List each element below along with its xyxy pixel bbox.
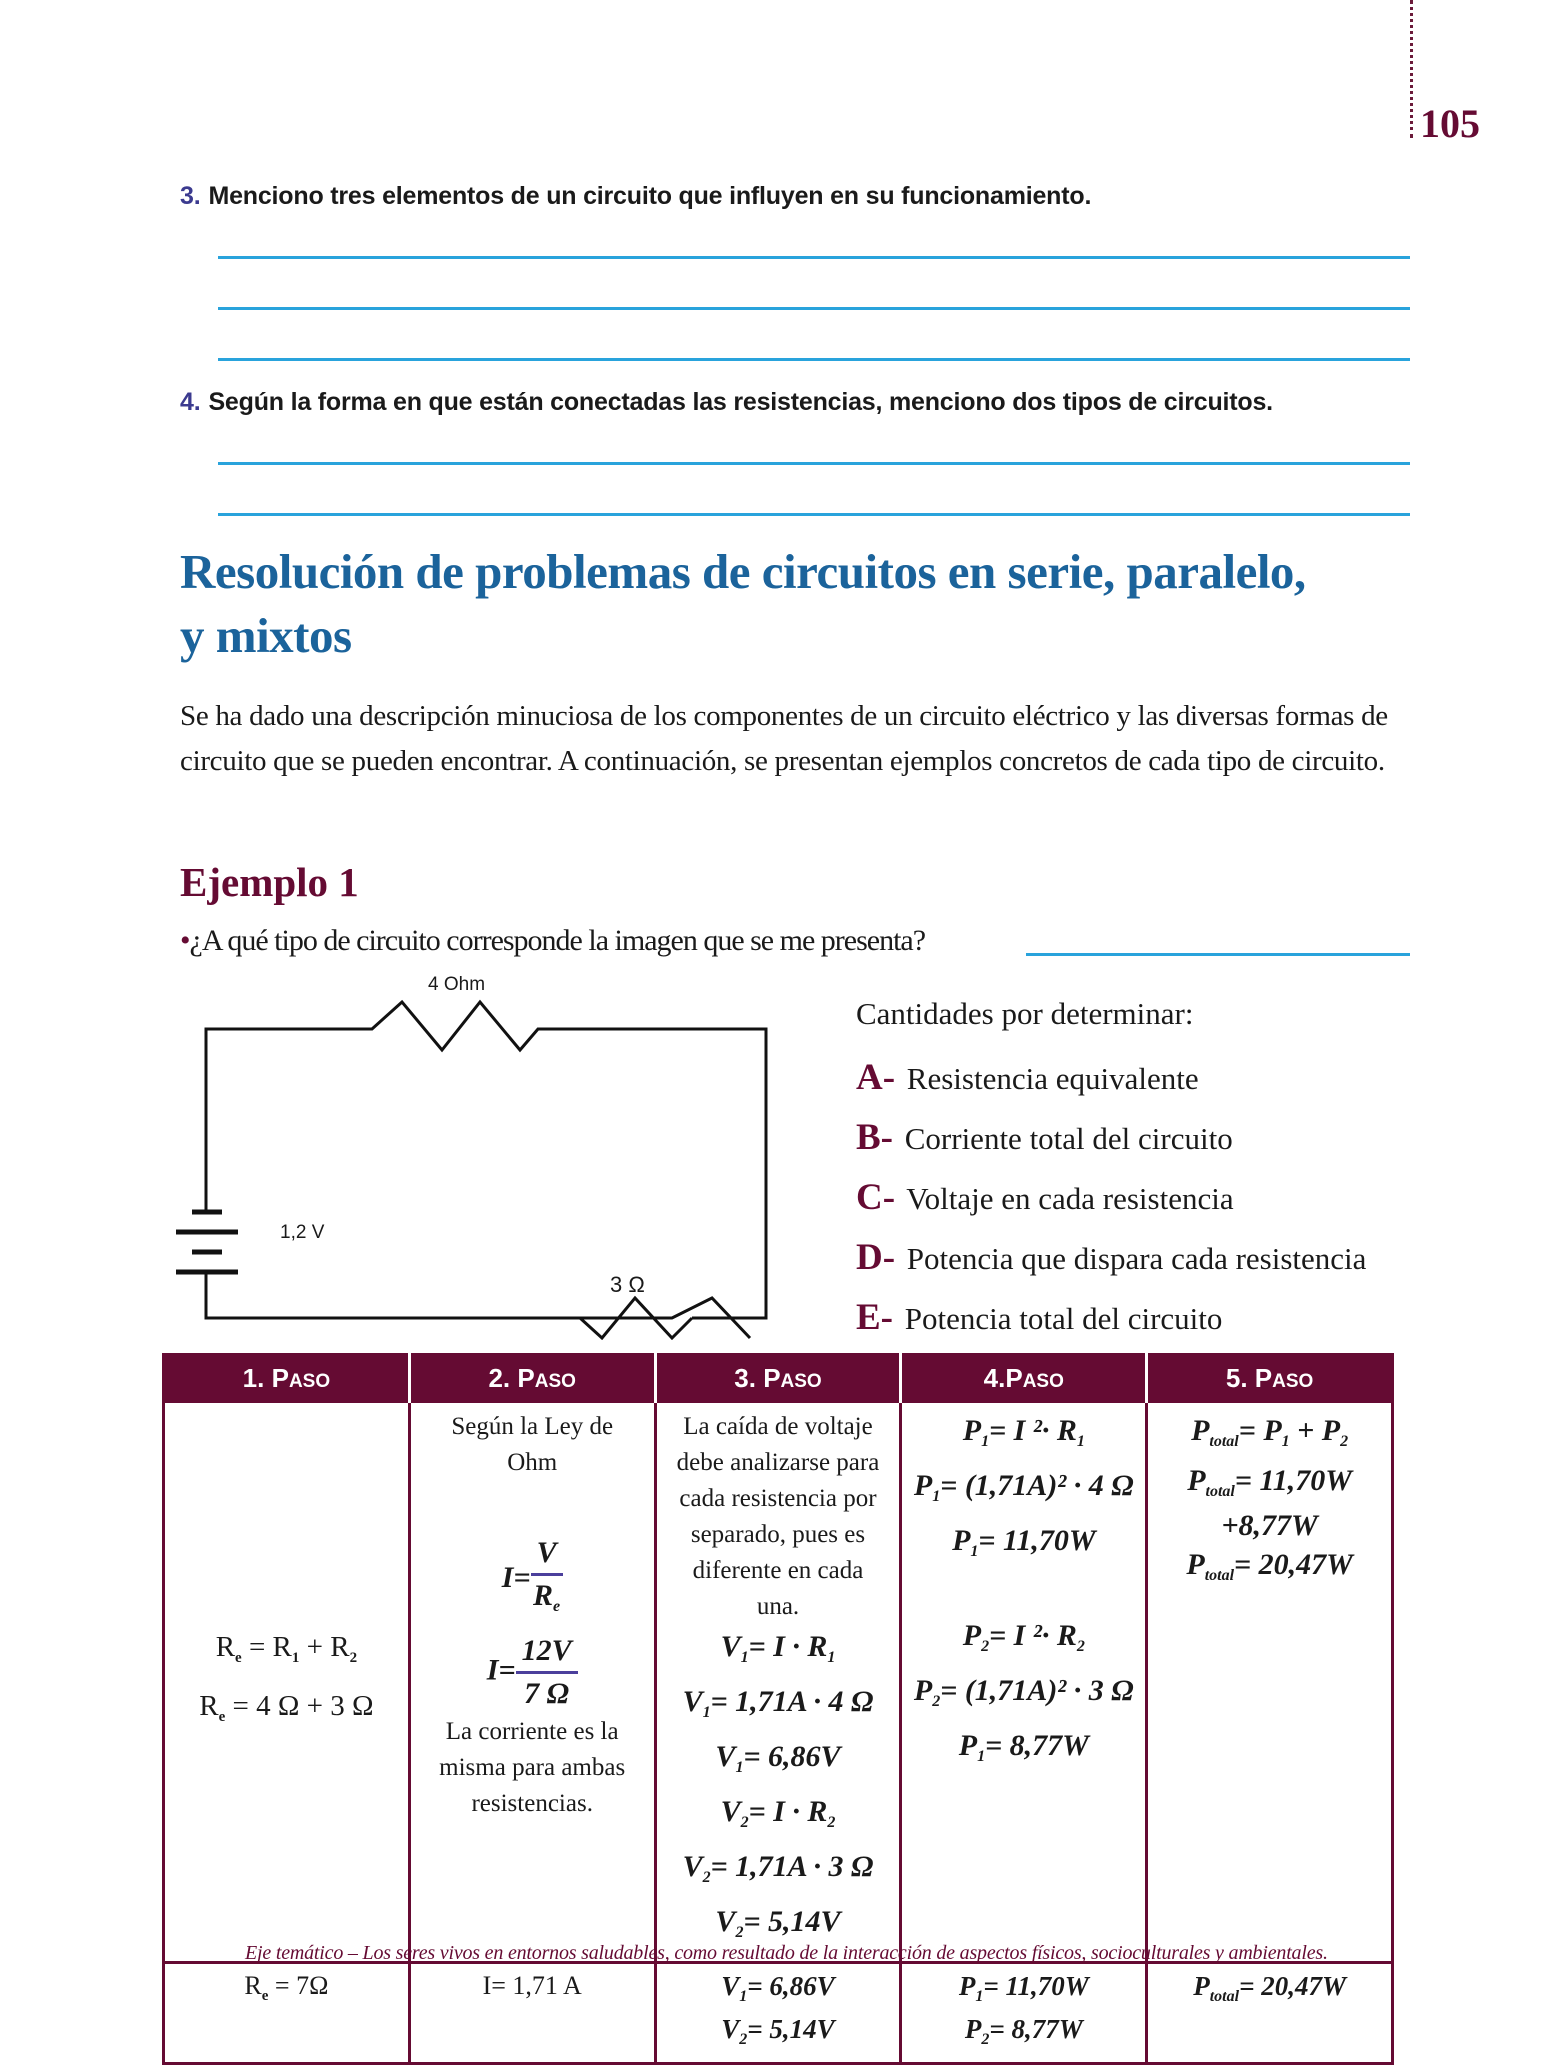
step-2-cell (409, 1402, 655, 1963)
header-step-3: 3. PASO (655, 1355, 901, 1402)
quantity-item (856, 1056, 1366, 1116)
question-number: 4. (180, 388, 201, 416)
circuit-diagram (160, 960, 780, 1345)
step5-line: $P_{total}= 11,70W$ (1187, 1464, 1352, 1500)
header-step-2: 2. PASO (409, 1355, 655, 1402)
margin-dotted-rule (1410, 0, 1413, 138)
quantity-letter: A- (856, 1057, 896, 1098)
result-5: $P_{total}= 20,47W$ (1147, 1963, 1393, 2064)
step3-line: $V_2= 1,71A \cdot 3$ Ω (682, 1850, 874, 1886)
quantity-item (856, 1236, 1366, 1296)
step2-text: Según la Ley de Ohm (451, 1413, 614, 1476)
quantity-letter: E- (856, 1297, 893, 1338)
answer-line[interactable] (218, 256, 1410, 259)
header-step-4: 4.PASO (901, 1355, 1147, 1402)
table-row-work (164, 1402, 1393, 1963)
answer-line[interactable] (218, 462, 1410, 465)
step5-line: +8,77W (1221, 1509, 1318, 1542)
example-question (180, 924, 925, 958)
section-title-line1: Resolución de problemas de circuitos en serie, paralelo, (180, 544, 1306, 599)
step2-note: La corriente es la misma para ambas resistencias. (439, 1718, 626, 1817)
quantity-text: Potencia que dispara cada resistencia (906, 1241, 1367, 1276)
step3-line: $V_2= 5,14V$ (715, 1905, 841, 1941)
section-title (180, 540, 1440, 668)
result-4: $P_1= 11,70W$ $P_2= 8,77W$ (901, 1963, 1147, 2064)
question-number: 3. (180, 182, 201, 210)
example-title: Ejemplo 1 (180, 859, 359, 905)
step3-line: $V_1= 1,71A \cdot 4$ Ω (682, 1685, 874, 1721)
question-text: Menciono tres elementos de un circuito que influyen en su funcionamiento. (208, 182, 1092, 210)
result-1: $R_e = 7\Omega$ (164, 1963, 410, 2064)
quantity-letter: C- (856, 1177, 896, 1218)
quantity-item (856, 1296, 1366, 1356)
bullet-icon: • (180, 924, 190, 957)
footer-thematic-axis: Eje temático – Los seres vivos en entornos saludables, como resultado de la interacción de aspectos físicos, socioculturales y ambientales. (245, 1942, 1328, 1964)
example-answer-line[interactable] (1026, 953, 1410, 956)
quantity-item (856, 1116, 1366, 1176)
step3-line: $V_2= I \cdot R_2$ (720, 1795, 836, 1831)
answer-line[interactable] (218, 307, 1410, 310)
step2-formula-2: I= $\frac{12V}{7 \Omega}$ (415, 1631, 650, 1714)
step4-line: $P_2= I$ $^2\cdot R_2$ (962, 1619, 1085, 1655)
quantities-list (856, 996, 1366, 1356)
question-3 (180, 182, 1091, 211)
series-circuit-icon (160, 960, 780, 1340)
resistor1-label: 4 Ohm (428, 974, 486, 995)
step5-line: $P_{total}= 20,47W$ (1186, 1548, 1353, 1584)
step4-line: $P_2= (1,71A)^2 \cdot 3$ Ω (913, 1674, 1134, 1710)
question-4 (180, 388, 1273, 417)
quantity-text: Resistencia equivalente (906, 1061, 1199, 1096)
answer-line[interactable] (218, 513, 1410, 516)
step1-formula-2: $R_e = 4$ Ω + 3 Ω (199, 1690, 374, 1725)
quantities-title: Cantidades por determinar: (856, 996, 1194, 1031)
step3-line: $V_1= 6,86V$ (715, 1740, 841, 1776)
quantity-letter: D- (856, 1237, 896, 1278)
header-step-5: 5. PASO (1147, 1355, 1393, 1402)
step3-line: $V_1= I \cdot R_1$ (720, 1630, 836, 1666)
step4-line: $P_1= (1,71A)^2 \cdot 4$ Ω (913, 1469, 1134, 1505)
quantity-item (856, 1176, 1366, 1236)
step3-text: La caída de voltaje debe analizarse para cada resistencia por separado, pues es diferente en cada una. (676, 1413, 880, 1620)
step-4-cell (901, 1402, 1147, 1963)
step4-line: $P_1= 8,77W$ (958, 1729, 1089, 1765)
section-title-line2: y mixtos (180, 608, 352, 663)
step4-line: $P_1= I$ $^2\cdot R_1$ (962, 1414, 1085, 1450)
battery-label: 1,2 V (280, 1222, 325, 1243)
header-step-1: 1. PASO (164, 1355, 410, 1402)
step-1-cell (164, 1402, 410, 1963)
quantity-text: Voltaje en cada resistencia (906, 1181, 1234, 1216)
result-3: $V_1= 6,86V$ $V_2= 5,14V$ (655, 1963, 901, 2064)
step-5-cell (1147, 1402, 1393, 1963)
quantity-text: Potencia total del circuito (904, 1301, 1223, 1336)
table-row-results (164, 1963, 1393, 2064)
step5-line: $P_{total}= P_1 + P_2$ (1191, 1414, 1349, 1450)
quantity-text: Corriente total del circuito (904, 1121, 1233, 1156)
quantity-letter: B- (856, 1117, 893, 1158)
resistor2-label: 3 Ω (610, 1272, 645, 1297)
page-number: 105 (1420, 101, 1480, 146)
table-header-row (164, 1355, 1393, 1402)
step4-line: $P_1= 11,70W$ (952, 1524, 1096, 1560)
step-3-cell (655, 1402, 901, 1963)
answer-line[interactable] (218, 358, 1410, 361)
result-2: I= 1,71 A (409, 1963, 655, 2064)
step1-formula-1: $R_e = R_1 + R_2$ (215, 1631, 358, 1666)
intro-paragraph: Se ha dado una descripción minuciosa de los componentes de un circuito eléctrico y las diversas formas de circuito que se pueden encontrar. A continuación, se presentan ejemplos concretos de cada tipo de circuito. (180, 700, 1388, 777)
step2-formula-1: I= $\frac{V}{R_e}$ (415, 1533, 650, 1627)
question-text: Según la forma en que están conectadas las resistencias, menciono dos tipos de circuitos. (208, 388, 1273, 416)
example-question-text: ¿A qué tipo de circuito corresponde la imagen que se me presenta? (189, 924, 926, 957)
